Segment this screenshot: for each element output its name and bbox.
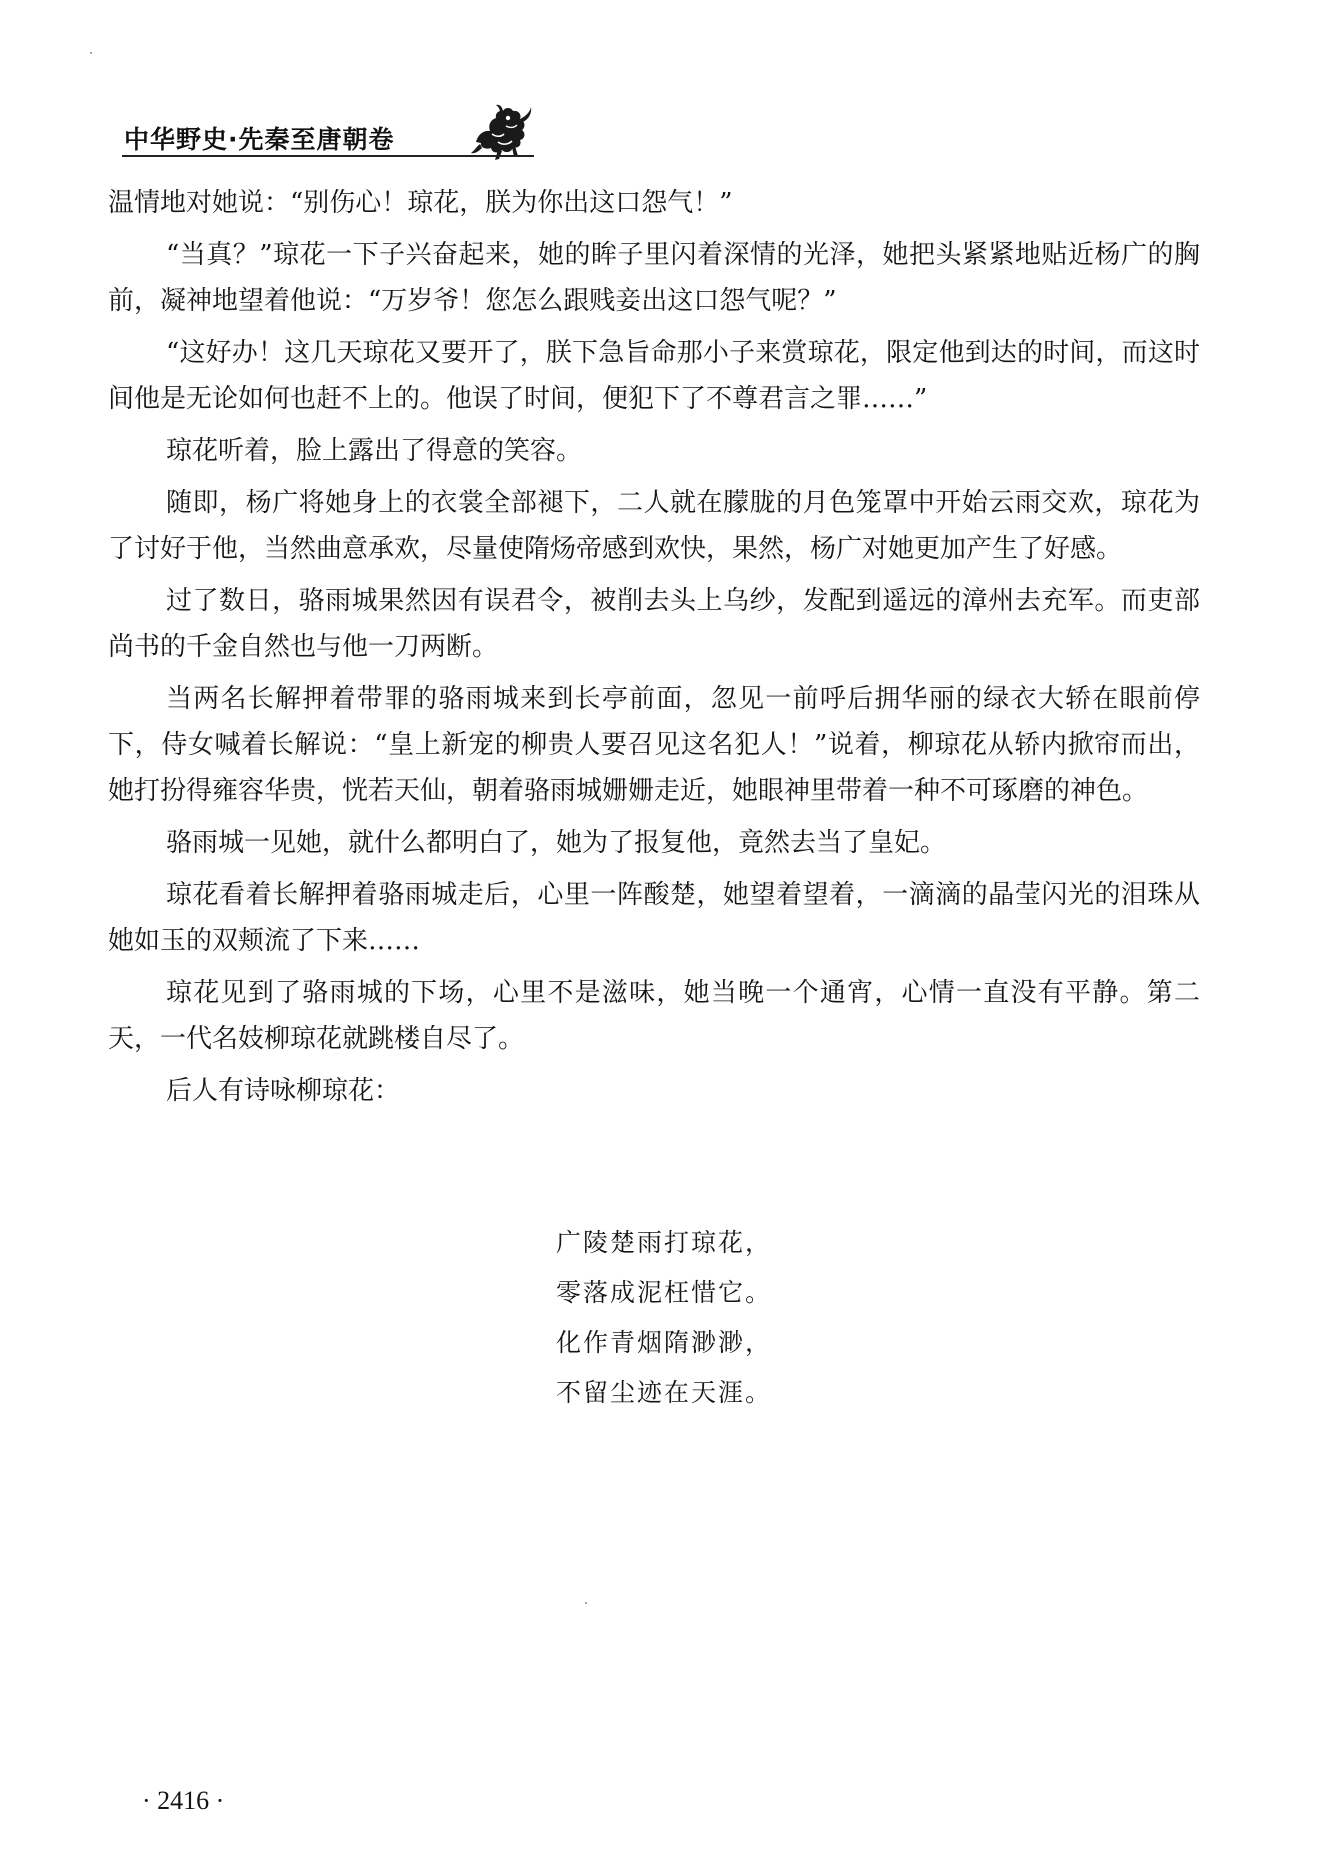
paragraph: 琼花看着长解押着骆雨城走后，心里一阵酸楚，她望着望着，一滴滴的晶莹闪光的泪珠从她如玉的双颊流了下来……	[108, 880, 1200, 956]
poem	[556, 1218, 772, 1418]
paragraph: 随即，杨广将她身上的衣裳全部褪下，二人就在朦胧的月色笼罩中开始云雨交欢，琼花为了讨好于他，当然曲意承欢，尽量使隋炀帝感到欢快，果然，杨广对她更加产生了好感。	[108, 488, 1200, 564]
paragraph: 过了数日，骆雨城果然因有误君令，被削去头上乌纱，发配到遥远的漳州去充军。而吏部尚书的千金自然也与他一刀两断。	[108, 586, 1200, 662]
scan-speck	[585, 1602, 587, 1604]
book-title: 中华野史·先秦至唐朝卷	[124, 125, 395, 154]
poem-line: 不留尘迹在天涯。	[556, 1378, 773, 1407]
body-text	[108, 180, 1200, 1114]
running-header	[122, 108, 534, 164]
paragraph: 琼花见到了骆雨城的下场，心里不是滋味，她当晚一个通宵，心情一直没有平静。第二天，一代名妓柳琼花就跳楼自尽了。	[108, 978, 1200, 1054]
header-divider	[122, 155, 534, 157]
scan-speck	[90, 52, 92, 54]
poem-line: 广陵楚雨打琼花，	[556, 1228, 773, 1257]
paragraph: “这好办！这几天琼花又要开了，朕下急旨命那小子来赏琼花，限定他到达的时间，而这时间他是无论如何也赶不上的。他误了时间，便犯下了不尊君言之罪……”	[108, 338, 1200, 414]
paragraph: 琼花听着，脸上露出了得意的笑容。	[166, 436, 583, 466]
paragraph: “当真？”琼花一下子兴奋起来，她的眸子里闪着深情的光泽，她把头紧紧地贴近杨广的胸前，凝神地望着他说：“万岁爷！您怎么跟贱妾出这口怨气呢？”	[108, 240, 1200, 316]
paragraph: 当两名长解押着带罪的骆雨城来到长亭前面，忽见一前呼后拥华丽的绿衣大轿在眼前停下，侍女喊着长解说：“皇上新宠的柳贵人要召见这名犯人！”说着，柳琼花从轿内掀帘而出，她打扮得雍容华贵，恍若天仙，朝着骆雨城姗姗走近，她眼神里带着一种不可琢磨的神色。	[108, 684, 1200, 806]
page-number: · 2416 ·	[142, 1786, 225, 1815]
paragraph: 骆雨城一见她，就什么都明白了，她为了报复他，竟然去当了皇妃。	[166, 828, 947, 858]
paragraph: 温情地对她说：“别伤心！琼花，朕为你出这口怨气！”	[108, 188, 733, 218]
paragraph: 后人有诗咏柳琼花：	[166, 1076, 401, 1106]
poem-line: 零落成泥枉惜它。	[556, 1278, 773, 1307]
poem-line: 化作青烟隋渺渺，	[556, 1328, 773, 1357]
dragon-emblem-icon	[468, 104, 534, 162]
